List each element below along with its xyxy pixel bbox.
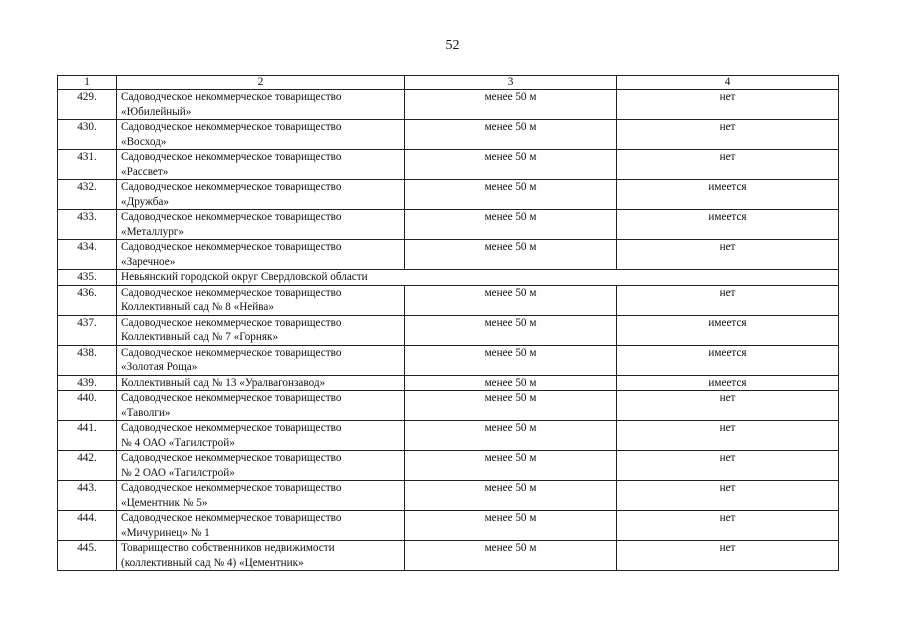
distance-cell: менее 50 м: [405, 451, 617, 481]
organization-name-line: Садоводческое некоммерческое товарищество: [121, 151, 342, 163]
organization-name-cell: [117, 391, 405, 421]
row-number-cell: 435.: [58, 270, 117, 286]
organization-name-line: Коллективный сад № 8 «Нейва»: [121, 301, 274, 313]
distance-cell: менее 50 м: [405, 180, 617, 210]
organization-name-line: Садоводческое некоммерческое товарищество: [121, 241, 342, 253]
organization-name-line: Садоводческое некоммерческое товарищество: [121, 316, 342, 329]
distance-cell: менее 50 м: [405, 90, 617, 120]
organization-name-line: Невьянский городской округ Свердловской области: [121, 271, 368, 283]
distance-cell: менее 50 м: [405, 481, 617, 511]
organization-name-cell: [117, 541, 405, 571]
organization-name-line: «Цементник № 5»: [121, 496, 208, 509]
distance-cell: менее 50 м: [405, 285, 617, 315]
organization-name-line: Садоводческое некоммерческое товарищество: [121, 422, 342, 434]
organization-name-line: Садоводческое некоммерческое товарищество: [121, 346, 342, 359]
organization-name-line: «Металлург»: [121, 225, 184, 238]
row-number-cell: 444.: [58, 511, 117, 541]
availability-cell: нет: [617, 120, 839, 150]
organization-name-line: «Восход»: [121, 135, 167, 148]
organization-name-line: Садоводческое некоммерческое товарищество: [121, 482, 342, 494]
table-row: [58, 120, 839, 150]
row-number-cell: 438.: [58, 345, 117, 375]
organization-name-cell: [117, 150, 405, 180]
row-number-cell: 441.: [58, 421, 117, 451]
distance-cell: менее 50 м: [405, 210, 617, 240]
table-row: [58, 270, 839, 286]
availability-cell: имеется: [617, 375, 839, 391]
organization-name-cell: [117, 240, 405, 270]
organization-name-line: № 2 ОАО «Тагилстрой»: [121, 466, 235, 479]
organization-name-cell: [117, 421, 405, 451]
organization-name-cell: [117, 481, 405, 511]
page-number: 52: [445, 38, 460, 53]
column-header-2: 2: [117, 76, 405, 90]
table-row: [58, 345, 839, 375]
availability-cell: имеется: [617, 180, 839, 210]
organization-name-line: «Заречное»: [121, 255, 176, 268]
availability-cell: нет: [617, 150, 839, 180]
organization-name-cell: [117, 345, 405, 375]
organization-name-cell: [117, 210, 405, 240]
row-number-cell: 432.: [58, 180, 117, 210]
availability-cell: нет: [617, 451, 839, 481]
row-number-cell: 431.: [58, 150, 117, 180]
distance-cell: менее 50 м: [405, 511, 617, 541]
organization-name-line: Садоводческое некоммерческое товарищество: [121, 121, 342, 133]
organization-name-cell: [117, 120, 405, 150]
distance-cell: менее 50 м: [405, 375, 617, 391]
table-row: [58, 511, 839, 541]
availability-cell: нет: [617, 391, 839, 421]
organization-name-cell: [117, 285, 405, 315]
organization-name-line: «Дружба»: [121, 195, 169, 208]
column-header-1: 1: [58, 76, 117, 90]
organization-name-line: «Таволги»: [121, 406, 171, 419]
organization-name-cell: [117, 180, 405, 210]
table-row: [58, 240, 839, 270]
availability-cell: нет: [617, 285, 839, 315]
availability-cell: нет: [617, 541, 839, 571]
organization-name-line: Садоводческое некоммерческое товарищество: [121, 512, 342, 524]
organization-name-line: «Юбилейный»: [121, 105, 192, 118]
organization-name-cell: [117, 511, 405, 541]
distance-cell: менее 50 м: [405, 315, 617, 345]
table-row: [58, 150, 839, 180]
organization-name-line: Садоводческое некоммерческое товарищество: [121, 392, 342, 404]
organization-name-cell: [117, 315, 405, 345]
column-header-3: 3: [405, 76, 617, 90]
table-row: [58, 315, 839, 345]
table-row: [58, 391, 839, 421]
availability-cell: нет: [617, 90, 839, 120]
row-number-cell: 437.: [58, 315, 117, 345]
organization-name-line: Садоводческое некоммерческое товарищество: [121, 452, 342, 464]
row-number-cell: 445.: [58, 541, 117, 571]
distance-cell: менее 50 м: [405, 541, 617, 571]
organization-name-cell: [117, 270, 839, 286]
table-row: [58, 421, 839, 451]
availability-cell: нет: [617, 511, 839, 541]
distance-cell: менее 50 м: [405, 240, 617, 270]
row-number-cell: 434.: [58, 240, 117, 270]
row-number-cell: 443.: [58, 481, 117, 511]
organization-name-line: «Золотая Роща»: [121, 361, 198, 373]
table-row: [58, 541, 839, 571]
table-row: [58, 180, 839, 210]
table-row: [58, 210, 839, 240]
organization-name-line: Садоводческое некоммерческое товарищество: [121, 91, 342, 103]
availability-cell: нет: [617, 240, 839, 270]
availability-cell: имеется: [617, 345, 839, 375]
organization-name-line: «Мичуринец» № 1: [121, 526, 210, 539]
organization-name-cell: [117, 375, 405, 391]
row-number-cell: 429.: [58, 90, 117, 120]
document-table: [57, 75, 839, 571]
organization-name-line: Коллективный сад № 13 «Уралвагонзавод»: [121, 376, 326, 389]
row-number-cell: 430.: [58, 120, 117, 150]
organization-name-cell: [117, 451, 405, 481]
distance-cell: менее 50 м: [405, 421, 617, 451]
organization-name-line: Садоводческое некоммерческое товарищество: [121, 286, 342, 299]
organization-name-line: Садоводческое некоммерческое товарищество: [121, 211, 342, 223]
column-header-4: 4: [617, 76, 839, 90]
organization-name-line: Коллективный сад № 7 «Горняк»: [121, 331, 279, 343]
row-number-cell: 433.: [58, 210, 117, 240]
table-header-row: [58, 76, 839, 90]
row-number-cell: 436.: [58, 285, 117, 315]
distance-cell: менее 50 м: [405, 345, 617, 375]
organization-name-line: № 4 ОАО «Тагилстрой»: [121, 436, 235, 449]
row-number-cell: 440.: [58, 391, 117, 421]
table-row: [58, 451, 839, 481]
availability-cell: нет: [617, 481, 839, 511]
row-number-cell: 439.: [58, 375, 117, 391]
row-number-cell: 442.: [58, 451, 117, 481]
table-row: [58, 285, 839, 315]
table-row: [58, 481, 839, 511]
distance-cell: менее 50 м: [405, 150, 617, 180]
organization-name-cell: [117, 90, 405, 120]
distance-cell: менее 50 м: [405, 120, 617, 150]
table-row: [58, 90, 839, 120]
organization-name-line: (коллективный сад № 4) «Цементник»: [121, 556, 304, 569]
availability-cell: имеется: [617, 315, 839, 345]
organization-name-line: «Рассвет»: [121, 165, 169, 178]
availability-cell: имеется: [617, 210, 839, 240]
distance-cell: менее 50 м: [405, 391, 617, 421]
organization-name-line: Товарищество собственников недвижимости: [121, 542, 335, 554]
availability-cell: нет: [617, 421, 839, 451]
table-row: [58, 375, 839, 391]
table-body: [58, 76, 839, 571]
organization-name-line: Садоводческое некоммерческое товарищество: [121, 181, 342, 193]
